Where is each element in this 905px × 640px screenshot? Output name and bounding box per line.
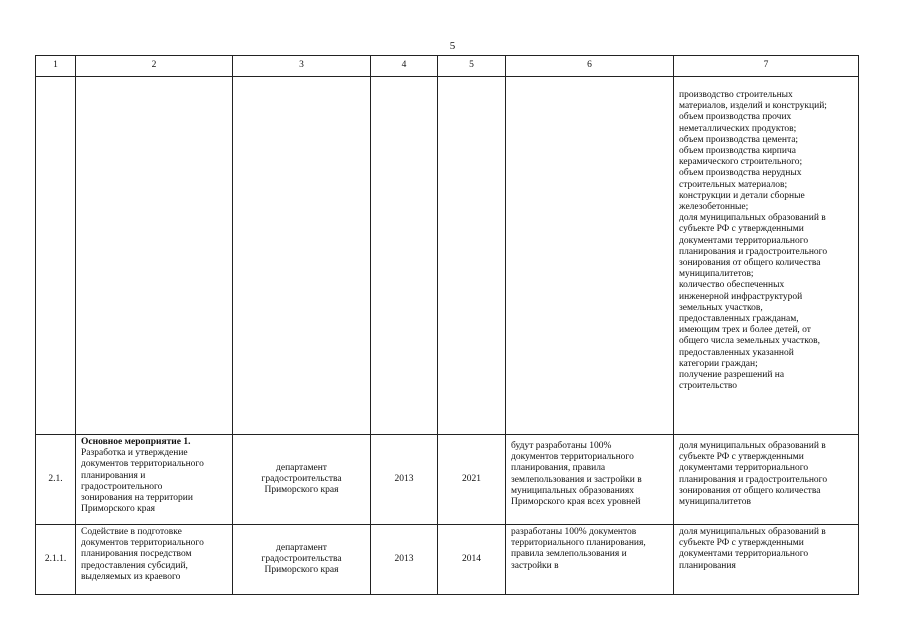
- text-line: железобетонные;: [679, 202, 749, 213]
- start-year-cell: 2013: [371, 525, 438, 595]
- page-number: 5: [449, 40, 456, 52]
- program-table: [35, 55, 859, 595]
- text-line: градостроительства: [261, 553, 342, 564]
- result-cell: [506, 77, 674, 435]
- text-line: департамент: [276, 542, 327, 553]
- row-number-cell: 2.1.1.: [36, 525, 76, 595]
- indicator-lines: [679, 90, 853, 392]
- text-line: документами территориального: [679, 463, 809, 474]
- text-line: будут разработаны 100%: [511, 441, 612, 451]
- text-line: доля муниципальных образований в: [679, 213, 826, 224]
- text-line: правила землепользования и: [511, 549, 627, 560]
- text-line: инженерной инфраструктурой: [679, 291, 803, 302]
- text-line: зонирования от общего количества: [679, 485, 821, 496]
- text-line: имеющим трех и более детей, от: [679, 325, 811, 336]
- text-line: муниципалитетов: [679, 497, 751, 508]
- text-line: планирования, правила: [511, 463, 606, 474]
- result-lines: [511, 527, 668, 572]
- text-line: зонирования от общего количества: [679, 258, 821, 269]
- executor-lines: [238, 463, 365, 497]
- text-line: объем производства цемента;: [679, 134, 799, 145]
- text-line: Приморского края всех уровней: [511, 497, 641, 508]
- text-line: строительство: [679, 381, 738, 392]
- activity-cell: [76, 525, 233, 595]
- table-row: [36, 525, 859, 595]
- text-line: объем производства кирпича: [679, 146, 796, 157]
- header-cell: 3: [233, 56, 371, 77]
- text-line: градостроительства: [261, 473, 342, 484]
- text-line: документами территориального: [679, 549, 809, 560]
- end-year-cell: 2014: [438, 525, 506, 595]
- row-number-cell: [36, 77, 76, 435]
- text-line: документов территориального: [81, 459, 204, 470]
- result-lines: [511, 441, 668, 508]
- text-line: предоставленных гражданам,: [679, 314, 799, 325]
- result-cell: [506, 525, 674, 595]
- indicator-cell: [674, 525, 859, 595]
- text-line: строительных материалов;: [679, 179, 788, 190]
- indicator-cell: [674, 77, 859, 435]
- executor-cell: [233, 77, 371, 435]
- indicator-lines: [679, 527, 853, 572]
- text-line: градостроительного: [81, 481, 163, 492]
- text-line: территориального планирования,: [511, 538, 646, 549]
- text-line: Приморского края: [264, 565, 339, 576]
- text-line: выделяемых из краевого: [81, 571, 181, 582]
- result-cell: [506, 435, 674, 525]
- text-line: производство строительных: [679, 90, 793, 100]
- text-line: неметаллических продуктов;: [679, 123, 797, 134]
- text-line: объем производства прочих: [679, 112, 792, 123]
- activity-lines: [81, 527, 227, 583]
- table-row: [36, 77, 859, 435]
- text-line: субъекте РФ с утвержденными: [679, 452, 804, 463]
- text-line: документами территориального: [679, 235, 809, 246]
- start-year-cell: [371, 77, 438, 435]
- text-line: доля муниципальных образований в: [679, 441, 826, 451]
- text-line: документов территориального: [81, 538, 204, 549]
- text-line: Приморского края: [81, 504, 156, 515]
- text-line: Содействие в подготовке: [81, 527, 182, 537]
- header-cell: 7: [674, 56, 859, 77]
- text-line: субъекте РФ с утвержденными: [679, 538, 804, 549]
- text-line: Приморского края: [264, 485, 339, 496]
- end-year-cell: 2021: [438, 435, 506, 525]
- text-line: получение разрешений на: [679, 370, 785, 381]
- activity-cell: [76, 435, 233, 525]
- text-line: планирования и: [81, 470, 146, 481]
- text-line: департамент: [276, 462, 327, 473]
- text-line: объем производства нерудных: [679, 168, 802, 179]
- text-line: документов территориального: [511, 452, 634, 463]
- executor-lines: [238, 543, 365, 577]
- text-line: предоставления субсидий,: [81, 560, 188, 571]
- text-line: землепользования и застройки в: [511, 474, 642, 485]
- activity-lines: [81, 448, 227, 515]
- header-cell: 6: [506, 56, 674, 77]
- executor-cell: [233, 525, 371, 595]
- text-line: количество обеспеченных: [679, 280, 785, 291]
- header-cell: 4: [371, 56, 438, 77]
- text-line: доля муниципальных образований в: [679, 527, 826, 537]
- text-line: предоставленных указанной: [679, 347, 794, 358]
- text-line: муниципальных образованиях: [511, 485, 635, 496]
- text-line: Разработка и утверждение: [81, 448, 188, 459]
- start-year-cell: 2013: [371, 435, 438, 525]
- header-cell: 1: [36, 56, 76, 77]
- activity-cell: [76, 77, 233, 435]
- header-cell: 5: [438, 56, 506, 77]
- text-line: застройки в: [511, 560, 559, 571]
- text-line: общего числа земельных участков,: [679, 336, 821, 347]
- text-line: планирования посредством: [81, 549, 192, 560]
- text-line: субъекте РФ с утвержденными: [679, 224, 804, 235]
- text-line: конструкции и детали сборные: [679, 190, 805, 201]
- indicator-cell: [674, 435, 859, 525]
- indicator-lines: [679, 441, 853, 508]
- end-year-cell: [438, 77, 506, 435]
- executor-cell: [233, 435, 371, 525]
- row-number-cell: 2.1.: [36, 435, 76, 525]
- text-line: муниципалитетов;: [679, 269, 754, 280]
- text-line: разработаны 100% документов: [511, 527, 637, 537]
- text-line: планирования и градостроительного: [679, 474, 828, 485]
- text-line: материалов, изделий и конструкций;: [679, 101, 827, 112]
- text-line: планирования: [679, 560, 736, 571]
- header-row: [36, 56, 859, 77]
- text-line: планирования и градостроительного: [679, 246, 828, 257]
- text-line: зонирования на территории: [81, 493, 193, 504]
- text-line: керамического строительного;: [679, 157, 803, 168]
- text-line: земельных участков,: [679, 302, 763, 313]
- text-line: категории граждан;: [679, 358, 758, 369]
- header-cell: 2: [76, 56, 233, 77]
- activity-title: Основное мероприятие 1.: [81, 437, 191, 447]
- table-row: [36, 435, 859, 525]
